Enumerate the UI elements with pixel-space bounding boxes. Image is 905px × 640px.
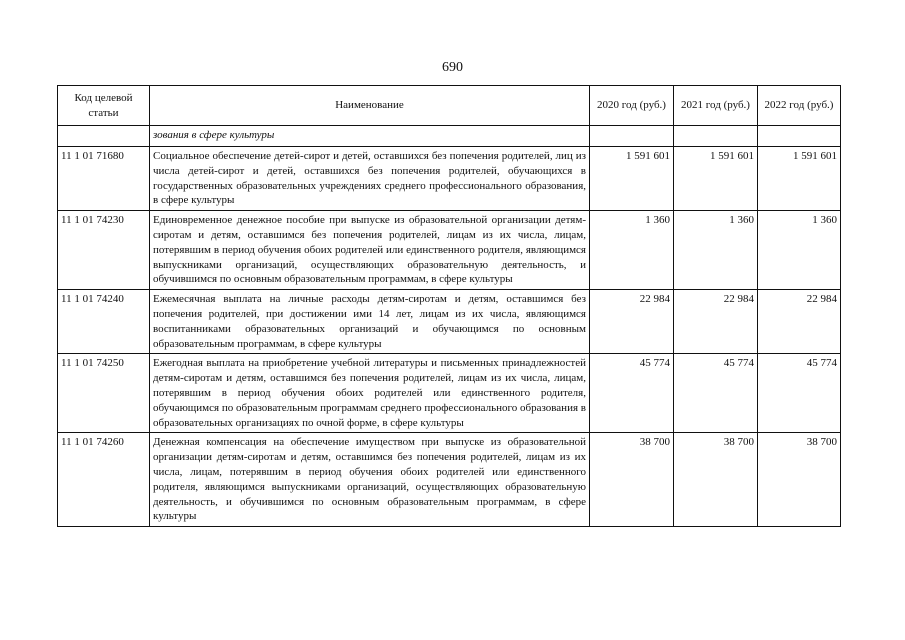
row-value-2020: 38 700 — [590, 433, 674, 527]
row-code: 11 1 01 74230 — [58, 211, 150, 290]
row-value-2021: 45 774 — [674, 354, 758, 433]
continuation-2020-cell — [590, 126, 674, 147]
header-code: Код целевой статьи — [58, 86, 150, 126]
page-number: 690 — [442, 60, 463, 75]
row-code: 11 1 01 74260 — [58, 433, 150, 527]
row-value-2022: 22 984 — [758, 290, 841, 354]
row-value-2021: 22 984 — [674, 290, 758, 354]
row-name: Единовременное денежное пособие при выпуске из образовательной организации детям-сиротам и детям, оставшимся без попечения родителей, лицам из их числа, лицам, потерявшим в период обучения обоих родителей или единственного родителя, являющимся выпускниками организаций, осуществляющих образовательную деятельность, и обучившимся по основным образовательным программам, в сфере культуры — [150, 211, 590, 290]
row-value-2021: 38 700 — [674, 433, 758, 527]
table-row — [58, 290, 841, 354]
row-value-2022: 1 591 601 — [758, 147, 841, 211]
row-name: Ежегодная выплата на приобретение учебной литературы и письменных принадлежностей детям-сиротам и детям, оставшимся без попечения родителей, лицам из их числа, лицам, потерявшим в период обучения обоих родителей или единственного родителя, обучающимся по образовательным программам среднего профессионального образования в образовательных организациях по очной форме, в сфере культуры — [150, 354, 590, 433]
continuation-2022-cell — [758, 126, 841, 147]
row-code: 11 1 01 74240 — [58, 290, 150, 354]
row-value-2020: 1 360 — [590, 211, 674, 290]
continuation-row — [58, 126, 841, 147]
row-value-2020: 22 984 — [590, 290, 674, 354]
row-name: Денежная компенсация на обеспечение имуществом при выпуске из образовательной организации детям-сиротам и детям, оставшимся без попечения родителей, лицам из их числа, лицам, потерявшим в период обучения обоих родителей или единственного родителя, являющимся выпускниками организаций, осуществляющих образовательную деятельность, и обучившимся по основным образовательным программам, в сфере культуры — [150, 433, 590, 527]
table-header-row — [58, 86, 841, 126]
row-value-2022: 45 774 — [758, 354, 841, 433]
row-value-2022: 38 700 — [758, 433, 841, 527]
row-value-2021: 1 591 601 — [674, 147, 758, 211]
budget-table — [57, 85, 841, 527]
table-row — [58, 211, 841, 290]
header-2022: 2022 год (руб.) — [758, 86, 841, 126]
header-2020: 2020 год (руб.) — [590, 86, 674, 126]
row-value-2020: 1 591 601 — [590, 147, 674, 211]
row-name: Ежемесячная выплата на личные расходы детям-сиротам и детям, оставшимся без попечения родителей, при достижении ими 14 лет, лицам из их числа, являющимся воспитанниками образовательных организаций и обучающимся по основным образовательным программам, в сфере культуры — [150, 290, 590, 354]
continuation-code-cell — [58, 126, 150, 147]
row-name: Социальное обеспечение детей-сирот и детей, оставшихся без попечения родителей, лиц из числа детей-сирот и детей, оставшихся без попечения родителей, обучающихся в государственных образовательных учреждениях среднего профессионального образования, в сфере культуры — [150, 147, 590, 211]
row-code: 11 1 01 74250 — [58, 354, 150, 433]
header-name: Наименование — [150, 86, 590, 126]
row-code: 11 1 01 71680 — [58, 147, 150, 211]
row-value-2020: 45 774 — [590, 354, 674, 433]
row-value-2021: 1 360 — [674, 211, 758, 290]
continuation-2021-cell — [674, 126, 758, 147]
row-value-2022: 1 360 — [758, 211, 841, 290]
table-row — [58, 354, 841, 433]
table-row — [58, 433, 841, 527]
table-row — [58, 147, 841, 211]
header-2021: 2021 год (руб.) — [674, 86, 758, 126]
continuation-text: зования в сфере культуры — [150, 126, 590, 147]
